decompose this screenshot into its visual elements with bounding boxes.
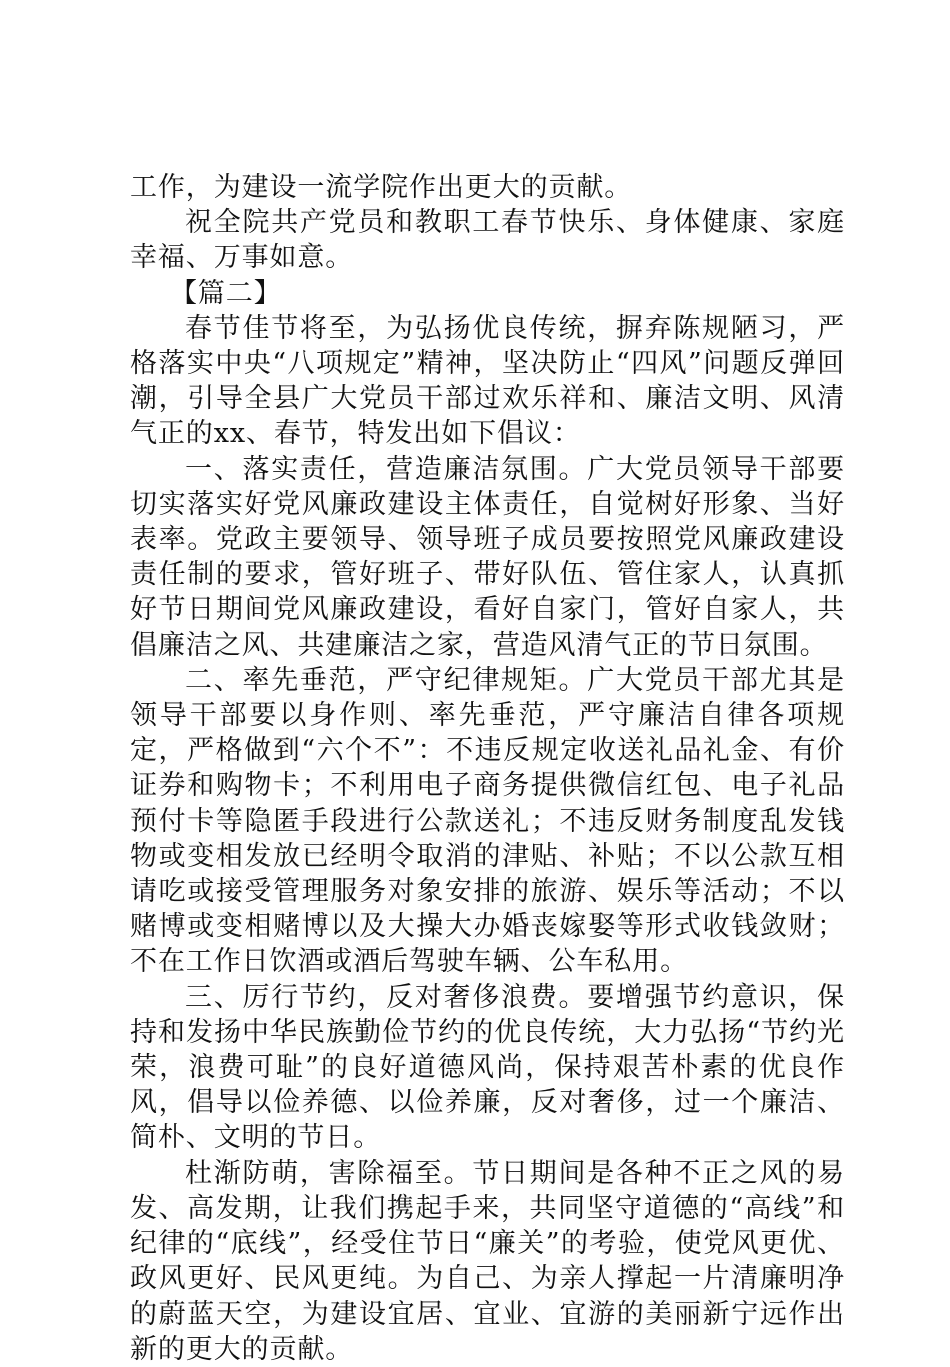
paragraph-continuation: 工作，为建设一流学院作出更大的贡献。 bbox=[130, 172, 633, 203]
paragraph-item-one: 一、落实责任，营造廉洁氛围。广大党员领导干部要切实落实好党风廉政建设主体责任，自觉树好形象、当好表率。党政主要领导、领导班子成员要按照党风廉政建设责任制的要求，管好班子、带好队伍、管住家人，认真抓好节日期间党风廉政建设，看好自家门，管好自家人，共倡廉洁之风、共建廉洁之家，营造风清气正的节日氛围。 bbox=[130, 453, 845, 661]
document-body bbox=[130, 170, 845, 1367]
paragraph-item-three: 三、厉行节约，反对奢侈浪费。要增强节约意识，保持和发扬中华民族勤俭节约的优良传统，大力弘扬“节约光荣，浪费可耻”的良好道德风尚，保持艰苦朴素的优良作风，倡导以俭养德、以俭养廉，反对奢侈，过一个廉洁、简朴、文明的节日。 bbox=[130, 981, 845, 1154]
paragraph-item-two: 二、率先垂范，严守纪律规矩。广大党员干部尤其是领导干部要以身作则、率先垂范，严守廉洁自律各项规定，严格做到“六个不”：不违反规定收送礼品礼金、有价证券和购物卡；不利用电子商务提供微信红包、电子礼品预付卡等隐匿手段进行公款送礼；不违反财务制度乱发钱物或变相发放已经明令取消的津贴、补贴；不以公款互相请吃或接受管理服务对象安排的旅游、娱乐等活动；不以赌博或变相赌博以及大操大办婚丧嫁娶等形式收钱敛财；不在工作日饮酒或酒后驾驶车辆、公车私用。 bbox=[130, 664, 845, 978]
section-heading: 【篇二】 bbox=[170, 277, 282, 309]
paragraph-intro: 春节佳节将至，为弘扬优良传统，摒弃陈规陋习，严格落实中央“八项规定”精神，坚决防止“四风”问题反弹回潮，引导全县广大党员干部过欢乐祥和、廉洁文明、风清气正的xx、春节，特发出如下倡议： bbox=[130, 312, 845, 450]
paragraph-greeting: 祝全院共产党员和教职工春节快乐、身体健康、家庭幸福、万事如意。 bbox=[130, 207, 845, 274]
paragraph-closing: 杜渐防萌，害除福至。节日期间是各种不正之风的易发、高发期，让我们携起手来，共同坚守道德的“高线”和纪律的“底线”，经受住节日“廉关”的考验，使党风更优、政风更好、民风更纯。为自己、为亲人撑起一片清廉明净的蔚蓝天空，为建设宜居、宜业、宜游的美丽新宁远作出新的更大的贡献。 bbox=[130, 1157, 845, 1365]
